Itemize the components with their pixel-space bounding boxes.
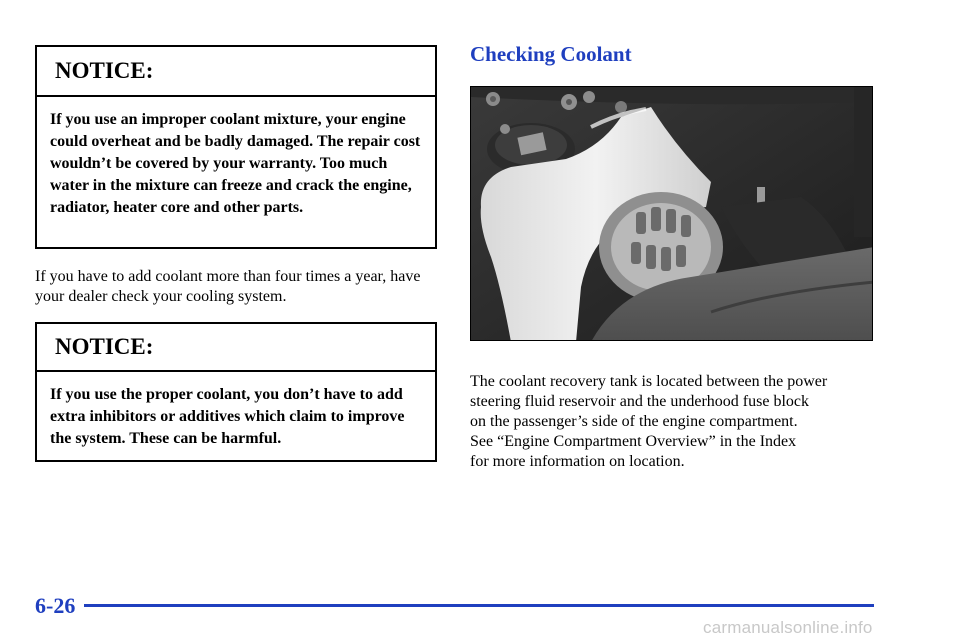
engine-compartment-photo — [470, 86, 873, 341]
paragraph-line: steering fluid reservoir and the underhood fuse block — [470, 393, 810, 410]
notice-box-proper-coolant — [35, 322, 437, 462]
paragraph-line: See “Engine Compartment Overview” in the Index — [470, 433, 797, 450]
page-number: 6-26 — [35, 593, 76, 618]
notice-heading: NOTICE: — [37, 324, 435, 372]
paragraph-coolant-tank-location — [470, 372, 890, 472]
section-title: Checking Coolant — [470, 42, 632, 66]
paragraph-add-coolant: If you have to add coolant more than four times a year, have your dealer check your cooling system. — [35, 268, 421, 305]
watermark-text: carmanualsonline.info — [703, 618, 873, 637]
paragraph-line: for more information on location. — [470, 453, 685, 470]
notice-box-coolant-mixture — [35, 45, 437, 249]
paragraph-line: The coolant recovery tank is located between the power — [470, 373, 828, 390]
paragraph-line: on the passenger’s side of the engine compartment. — [470, 413, 798, 430]
notice-body: If you use an improper coolant mixture, your engine could overheat and be badly damaged. The repair cost wouldn’t be covered by your warranty. Too much water in the mixture can freeze and crack the engine, radiator, heater core and other parts. — [50, 111, 421, 216]
footer-divider — [84, 604, 874, 607]
notice-body: If you use the proper coolant, you don’t have to add extra inhibitors or additives which claim to improve the system. These can be harmful. — [50, 386, 405, 447]
notice-heading: NOTICE: — [37, 47, 435, 97]
